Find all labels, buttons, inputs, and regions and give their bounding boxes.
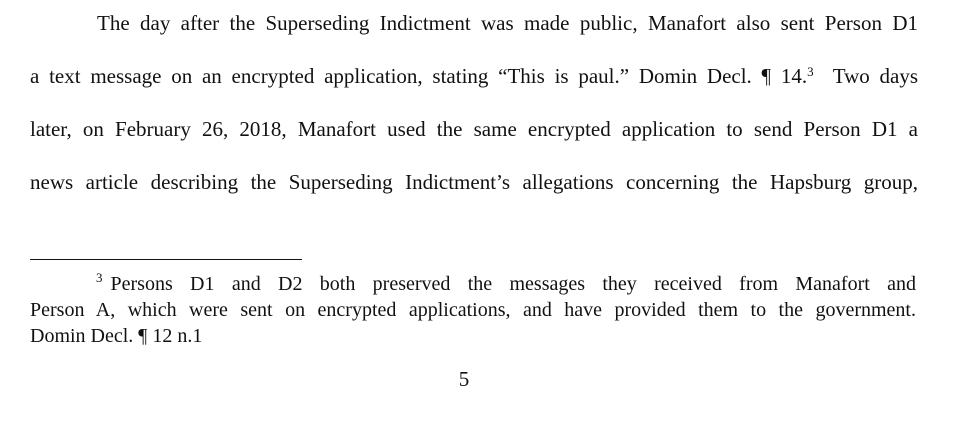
footnote-text: Domin Decl. ¶ 12 n.1: [30, 325, 203, 347]
body-text: The day after the Superseding Indictment was made public, Manafort also sent Person D1: [97, 11, 918, 35]
body-text: a text message on an encrypted application, stating “This is paul.” Domin Decl. ¶ 14.: [30, 64, 808, 88]
page-number: 5: [458, 367, 470, 391]
footnote-line-3: [30, 324, 916, 348]
body-line-1: [97, 10, 918, 36]
footnote-separator: [30, 259, 302, 260]
footnote-reference: 3: [807, 64, 814, 79]
body-text: news article describing the Superseding Indictment’s allegations concerning the Hapsburg group,: [30, 170, 918, 194]
body-line-4: [30, 169, 918, 195]
footnote-text: Person A, which were sent on encrypted applications, and have provided them to the government.: [30, 299, 916, 321]
footnote-line-1: [96, 272, 916, 296]
body-text: Two days: [813, 64, 919, 88]
footnote-text: Persons D1 and D2 both preserved the messages they received from Manafort and: [110, 273, 916, 295]
body-line-2: [30, 63, 918, 89]
body-line-3: [30, 116, 918, 142]
footnote-line-2: [30, 298, 916, 322]
footnote-number: 3: [96, 270, 103, 285]
body-text: later, on February 26, 2018, Manafort used the same encrypted application to send Person D1 a: [30, 117, 918, 141]
